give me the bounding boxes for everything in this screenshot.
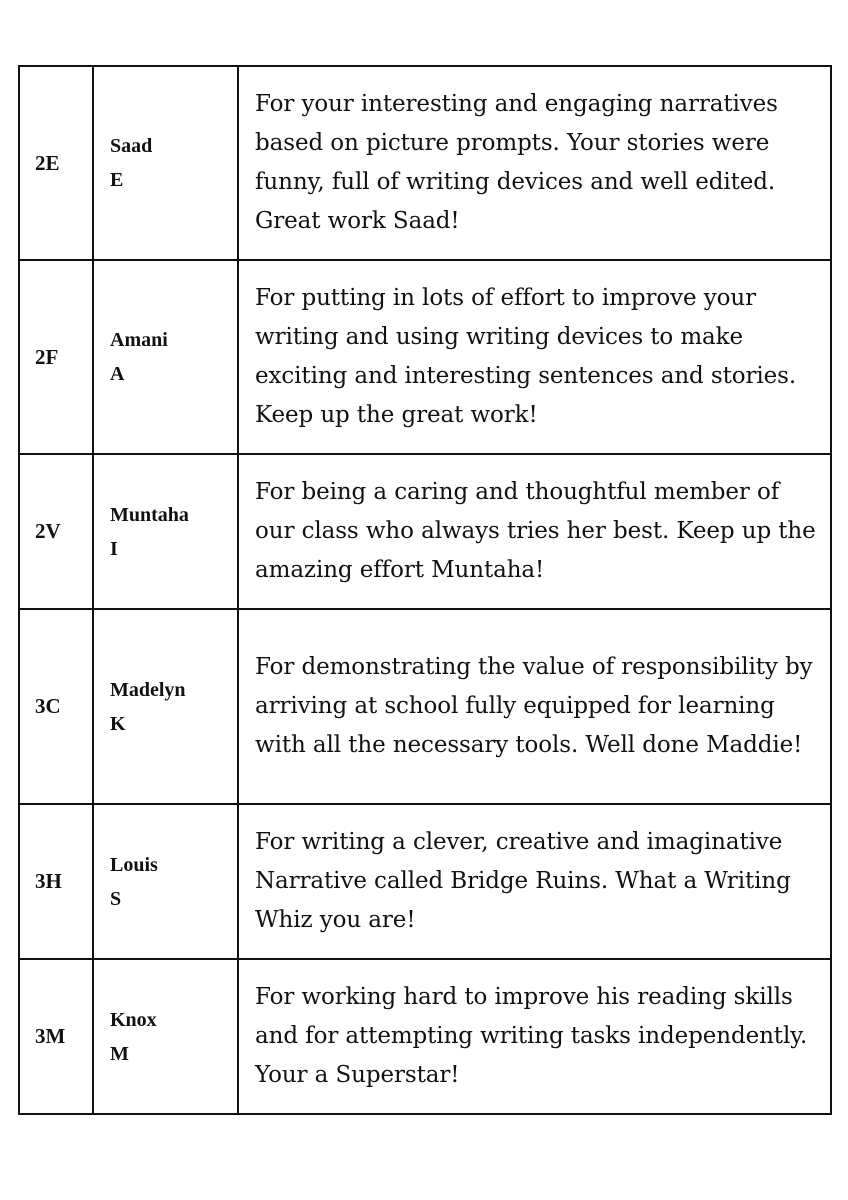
table-row [19, 66, 831, 260]
award-description: For writing a clever, creative and imaginative Narrative called Bridge Ruins. What a Writing Whiz you are! [238, 804, 831, 959]
student-first-name: Knox [110, 1008, 157, 1031]
class-code: 3M [19, 959, 93, 1114]
student-first-name: Louis [110, 853, 158, 876]
student-name [93, 66, 238, 260]
table-row [19, 454, 831, 609]
table-row [19, 804, 831, 959]
student-first-name: Saad [110, 135, 153, 157]
student-last-initial: S [110, 887, 122, 910]
awards-table [18, 65, 832, 1115]
award-description: For your interesting and engaging narratives based on picture prompts. Your stories were funny, full of writing devices and well edited. Great work Saad! [238, 66, 831, 260]
student-name [93, 454, 238, 609]
award-description: For being a caring and thoughtful member of our class who always tries her best. Keep up the amazing effort Muntaha! [238, 454, 831, 609]
student-last-initial: I [110, 537, 118, 560]
student-name [93, 260, 238, 454]
class-code: 2F [19, 260, 93, 454]
award-description: For demonstrating the value of responsibility by arriving at school fully equipped for learning with all the necessary tools. Well done Maddie! [238, 609, 831, 804]
class-code: 3H [19, 804, 93, 959]
award-description: For working hard to improve his reading skills and for attempting writing tasks independently. Your a Superstar! [238, 959, 831, 1114]
student-last-initial: E [110, 169, 124, 191]
student-first-name: Madelyn [110, 678, 186, 701]
table-row [19, 609, 831, 804]
student-last-initial: A [110, 363, 125, 385]
student-name [93, 609, 238, 804]
class-code: 2V [19, 454, 93, 609]
table-row [19, 260, 831, 454]
student-first-name: Amani [110, 329, 168, 351]
table-row [19, 959, 831, 1114]
student-name [93, 804, 238, 959]
class-code: 3C [19, 609, 93, 804]
class-code: 2E [19, 66, 93, 260]
student-last-initial: K [110, 712, 126, 735]
student-first-name: Muntaha [110, 503, 189, 526]
award-description: For putting in lots of effort to improve your writing and using writing devices to make exciting and interesting sentences and stories. Keep up the great work! [238, 260, 831, 454]
student-last-initial: M [110, 1042, 129, 1065]
student-name [93, 959, 238, 1114]
